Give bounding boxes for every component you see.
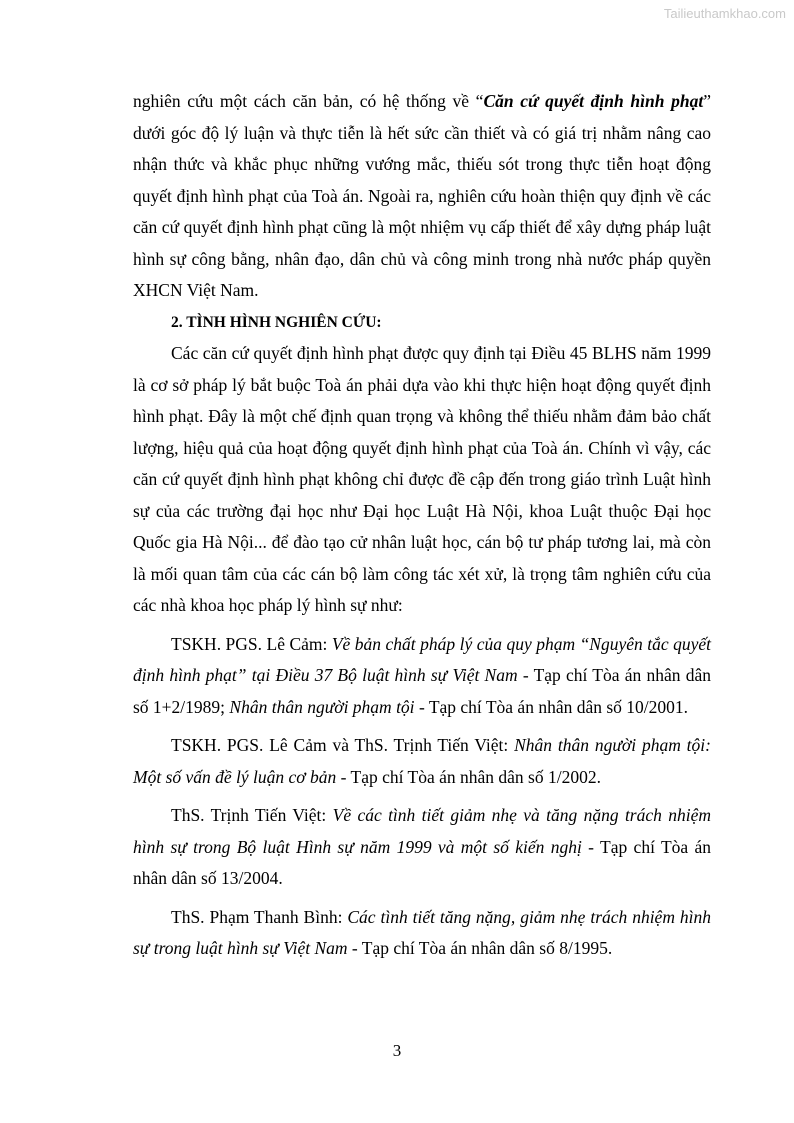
reference-source-2: - Tạp chí Tòa án nhân dân số 10/2001. xyxy=(414,696,689,717)
page-number: 3 xyxy=(392,1041,402,1060)
document-body xyxy=(133,86,711,965)
intro-text-1: nghiên cứu một cách căn bản, có hệ thống về “ xyxy=(133,91,484,111)
reference-title-2: Nhân thân người phạm tội xyxy=(229,696,415,717)
reference-title: Về các tình tiết giảm nhẹ và tăng nặng trách nhiệm hình sự trong Bộ luật Hình sự năm 1999 và một số kiến nghị xyxy=(133,805,711,857)
reference-title: Nhân thân người phạm tội: Một số vấn đề lý luận cơ bản xyxy=(133,735,711,787)
intro-paragraph xyxy=(133,86,711,307)
reference-author: ThS. Trịnh Tiến Việt: xyxy=(171,805,333,825)
reference-author: ThS. Phạm Thanh Bình: xyxy=(171,906,348,927)
reference-source: - Tạp chí Tòa án nhân dân số 13/2004. xyxy=(133,836,712,888)
body-paragraph: Các căn cứ quyết định hình phạt được quy định tại Điều 45 BLHS năm 1999 là cơ sở pháp lý bắt buộc Toà án phải dựa vào khi thực hiện hoạt động quyết định hình phạt. Đây là một chế định quan trọng và không thể thiếu nhằm đảm bảo chất lượng, hiệu quả của hoạt động quyết định hình phạt của Toà án. Chính vì vậy, các căn cứ quyết định hình phạt không chỉ được đề cập đến trong giáo trình Luật hình sự của các trường đại học như Đại học Luật Hà Nội, khoa Luật thuộc Đại học Quốc gia Hà Nội... để đào tạo cử nhân luật học, cán bộ tư pháp tương lai, mà còn là mối quan tâm của các cán bộ làm công tác xét xử, là trọng tâm nghiên cứu của các nhà khoa học pháp lý hình sự như: xyxy=(133,343,711,615)
intro-text-2: ” dưới góc độ lý luận và thực tiễn là hết sức cần thiết và có giá trị nhằm nâng cao nhận thức và khắc phục những vướng mắc, thiếu sót trong thực tiễn hoạt động quyết định hình phạt của Toà án. Ngoài ra, nghiên cứu hoàn thiện quy định về các căn cứ quyết định hình phạt cũng là một nhiệm vụ cấp thiết để xây dựng pháp luật hình sự công bằng, nhân đạo, dân chủ và công minh trong nhà nước pháp quyền XHCN Việt Nam. xyxy=(133,91,711,300)
reference-item xyxy=(133,800,711,895)
reference-author: TSKH. PGS. Lê Cảm: xyxy=(171,633,332,654)
reference-source: - Tạp chí Tòa án nhân dân số 1+2/1989; xyxy=(133,665,711,717)
intro-emphasis: Căn cứ quyết định hình phạt xyxy=(483,91,704,111)
reference-item xyxy=(133,629,711,724)
reference-source: - Tạp chí Tòa án nhân dân số 8/1995. xyxy=(347,938,613,958)
section-heading: 2. TÌNH HÌNH NGHIÊN CỨU: xyxy=(171,313,382,331)
reference-source: - Tạp chí Tòa án nhân dân số 1/2002. xyxy=(336,766,601,787)
watermark: Tailieuthamkhao.com xyxy=(663,6,786,21)
reference-author: TSKH. PGS. Lê Cảm và ThS. Trịnh Tiến Việt: xyxy=(171,735,515,755)
reference-title: Về bản chất pháp lý của quy phạm “Nguyên tắc quyết định hình phạt” tại Điều 37 Bộ luật hình sự Việt Nam xyxy=(133,633,711,685)
reference-title: Các tình tiết tăng nặng, giảm nhẹ trách nhiệm hình sự trong luật hình sự Việt Nam xyxy=(133,906,711,958)
reference-item xyxy=(133,902,711,965)
reference-item xyxy=(133,730,711,793)
